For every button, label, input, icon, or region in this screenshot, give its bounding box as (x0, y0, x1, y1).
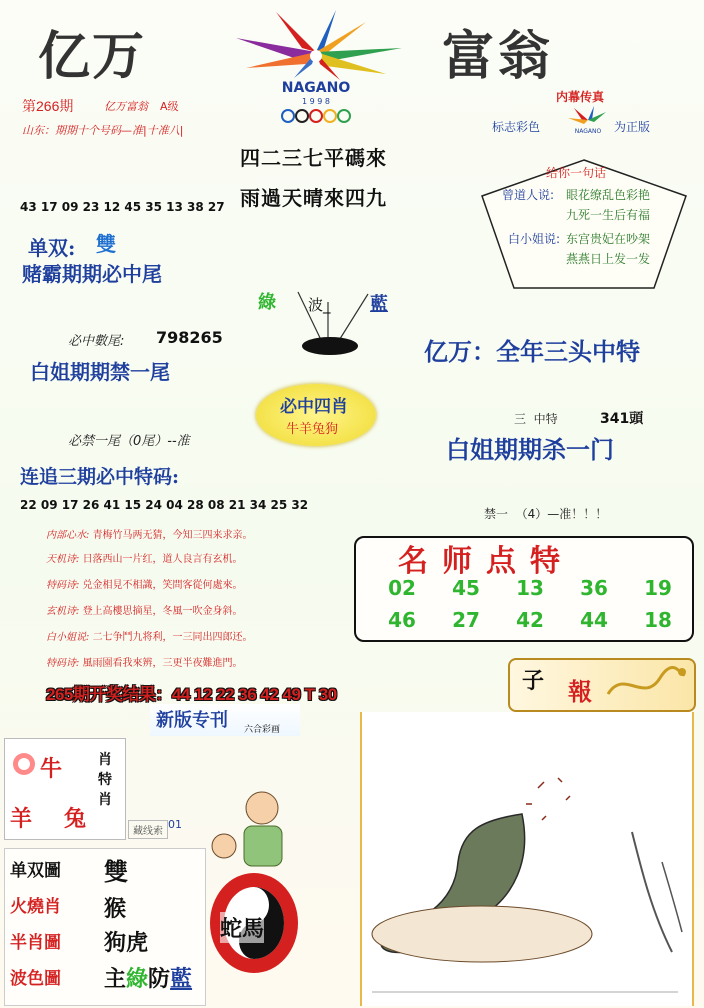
tail-slogan: 白姐期期禁一尾 (30, 360, 170, 384)
bl-wave-main: 主 (104, 967, 127, 992)
issue-grade: A级 (160, 100, 179, 113)
pentagon-label-2: 白小姐说: (508, 232, 561, 246)
master-number: 27 (452, 608, 480, 632)
pentagon-label-1: 曾道人说: (502, 188, 555, 202)
issue-sub: 亿万富翁 (104, 100, 148, 113)
bl-wave-blue: 藍 (170, 967, 193, 992)
nagano-logo (216, 8, 416, 128)
riddle-line-2: 雨過天晴來四九 (240, 186, 387, 210)
bl-animals-1: 猴 (104, 896, 127, 922)
pentagon-title: 给你一句话 (546, 166, 607, 180)
white-kill: 白姐期期杀一门 (446, 435, 614, 464)
fax-title: 内幕传真 (556, 90, 605, 104)
tail-value: 798265 (156, 328, 223, 347)
zodiac-tag: 藏线索 (128, 820, 168, 839)
fax-left: 标志彩色 (492, 120, 541, 134)
riddle-line-1: 四二三七平碼來 (240, 146, 387, 170)
pentagon-line-2b: 燕燕日上发一发 (566, 252, 651, 266)
issue-number: 第266期 (22, 98, 74, 114)
poem-label: 天机诗: (46, 554, 80, 565)
bl-label-2: 火燒肖 (10, 897, 61, 917)
bl-wave (104, 962, 192, 993)
olympic-rings-icon (282, 110, 350, 122)
master-number: 36 (580, 576, 608, 600)
three-special-label: 三 中特 (514, 412, 558, 426)
poem-label: 玄机诗: (46, 606, 80, 617)
report-char: 子 (522, 668, 545, 694)
poem-text: 兑金相見不相識，笑問客從何處來。 (82, 580, 243, 591)
fax-right: 为正版 (614, 120, 651, 134)
poem-line-2 (46, 550, 366, 565)
poem-text: 青梅竹马两无猜，今知三四来求亲。 (92, 530, 253, 541)
magazine-title: 新版专刊 (156, 710, 228, 731)
poem-label: 白小姐说: (46, 632, 90, 643)
four-zodiac-value: 牛羊兔狗 (286, 422, 339, 437)
bl-wave-green: 綠 (126, 967, 149, 992)
lizard-sketch-icon (362, 712, 688, 1006)
tail-label: 必中數尾: (68, 334, 125, 349)
bl-label-1: 单双圖 (10, 861, 61, 881)
pentagon-line-2a: 东宫贵妃在吵架 (566, 232, 651, 246)
bl-label-4: 波色圖 (10, 969, 61, 989)
chase-title: 连追三期必中特码: (20, 466, 180, 488)
master-number: 45 (452, 576, 480, 600)
zodiac-issue: 01 (168, 818, 182, 831)
poem-text: 日落西山一片红，道人良言有玄机。 (82, 554, 243, 565)
bl-wave-fang: 防 (148, 967, 171, 992)
svg-text:NAGANO: NAGANO (574, 128, 602, 135)
dragon-icon (604, 664, 688, 704)
master-number: 02 (388, 576, 416, 600)
flower-icon (236, 10, 402, 80)
single-double-value: 雙 (96, 232, 116, 256)
bl-animals-2: 狗虎 (104, 930, 149, 956)
lantern-icon (8, 748, 40, 780)
logo-year: 1 9 9 8 (302, 97, 330, 106)
logo-text: NAGANO (281, 80, 351, 96)
pentagon-line-1a: 眼花缭乱色彩艳 (566, 188, 651, 202)
poem-line-6 (46, 654, 366, 669)
brand-left: 亿万 (38, 26, 147, 87)
zodiac-c: 兔 (64, 806, 87, 832)
zodiac-a: 牛 (40, 756, 63, 782)
single-double-slogan: 赌霸期期必中尾 (22, 262, 162, 286)
poem-line-4 (46, 602, 366, 617)
master-number: 46 (388, 608, 416, 632)
wave-green: 綠 (258, 292, 276, 313)
numbers-row-2: 22 09 17 26 41 15 24 04 28 08 21 34 25 32 (20, 498, 309, 512)
magazine-sub: 六合彩画 (244, 725, 281, 735)
poem-line-5 (46, 628, 366, 643)
draw-result: 265期开奖结果：44 12 22 36 42 49 T 30 (46, 685, 337, 704)
bl-label-3: 半肖圖 (10, 933, 61, 953)
zodiac-b: 羊 (10, 806, 33, 832)
master-numbers (370, 576, 690, 632)
ban-one: 禁一 （4）—准！！！ (484, 507, 608, 521)
report-title: 報 (568, 677, 592, 706)
mini-logo-icon (560, 106, 616, 136)
poem-label: 特码诗: (46, 580, 80, 591)
pentagon-line-1b: 九死一生后有福 (566, 208, 651, 222)
poem-line-3 (46, 576, 366, 591)
master-number: 19 (644, 576, 672, 600)
poem-label: 特码诗: (46, 658, 80, 669)
single-double-label: 单双: (28, 236, 76, 260)
wave-mid: 波_ (308, 296, 331, 314)
yiwan-slogan: 亿万：全年三头中特 (424, 338, 640, 366)
snake-horse: 蛇馬 (220, 912, 264, 943)
master-number: 44 (580, 608, 608, 632)
master-title: 名师点特 (398, 544, 574, 579)
issue-rule: 山东：期期十个号码—准|十准八| (22, 124, 184, 137)
brand-right: 富翁 (442, 26, 555, 87)
wave-blue: 藍 (370, 294, 388, 315)
poem-line-1 (46, 526, 366, 541)
bl-shuang: 雙 (104, 857, 128, 886)
three-special-value: 341頭 (600, 411, 644, 427)
poem-text: 風雨園看我來辨，三更半夜難進門。 (82, 658, 243, 669)
numbers-row-1: 43 17 09 23 12 45 35 13 38 27 (20, 200, 225, 214)
poem-label: 内部心水: (46, 530, 90, 541)
zodiac-side: 肖特肖 (98, 752, 112, 808)
poem-text: 二七争鬥九将利，一三同出四郎还。 (92, 632, 253, 643)
four-zodiac-title: 必中四肖 (280, 397, 348, 417)
master-number: 18 (644, 608, 672, 632)
poem-text: 登上高樓思摘星，冬風一吹金身斜。 (82, 606, 243, 617)
master-number: 13 (516, 576, 544, 600)
ban-tail: 必禁一尾（0尾）--准 (68, 434, 190, 449)
master-number: 42 (516, 608, 544, 632)
